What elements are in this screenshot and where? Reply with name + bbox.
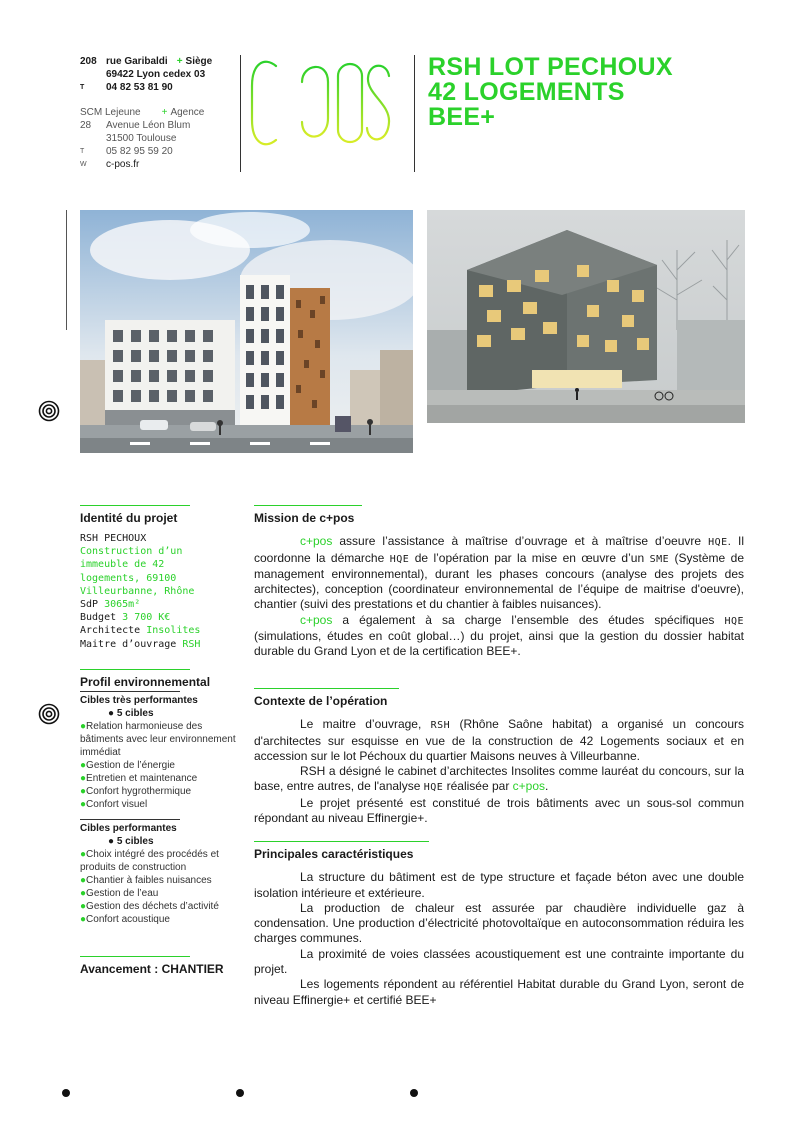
text-run: Le projet présenté est constitué de trois bâtiments avec un sous-sol commun répondant au niveau Effinergie+. (254, 795, 744, 826)
contact-block (80, 55, 240, 171)
text-run: La production de chaleur est assurée par chaudière individuelle gaz à condensation. Une production d’électricité photovoltaïque en autoconsommation réduira les charges communes. (254, 900, 744, 946)
title-line-1: RSH LOT PECHOUX (428, 53, 673, 81)
target-marker-icon (38, 400, 60, 422)
agency-number: 28 (80, 120, 92, 131)
agency-city-line (80, 132, 240, 145)
text-run: . Il coordonne la démarche (254, 534, 744, 565)
hq-phone: 04 82 53 81 90 (106, 82, 173, 93)
text-run: . (545, 779, 549, 794)
very-perf-count: ● 5 cibles (108, 707, 154, 719)
profile-heading: Profil environnemental (80, 674, 211, 689)
hq-street: rue Garibaldi (106, 56, 168, 67)
mission-paragraph-1 (254, 534, 744, 612)
text-run: La structure du bâtiment est de type structure et façade béton avec une double isolation intérieure et extérieure. (254, 870, 744, 900)
acronym: RSH (430, 720, 451, 732)
features-section (254, 841, 744, 1008)
owner-row (80, 638, 240, 651)
agency-city: 31500 Toulouse (106, 133, 177, 144)
agency-street-line (80, 119, 240, 132)
bullet-dot-icon (236, 1089, 244, 1097)
features-paragraph-3 (254, 947, 744, 978)
agency-name-line (80, 106, 240, 119)
hq-plus: + (176, 56, 183, 67)
render-dusk-view (427, 210, 745, 423)
text-run: Le maitre d’ouvrage, (300, 717, 431, 732)
acronym: HQE (423, 782, 444, 794)
text-run: (Système de management environnemental), durant les phases concours (analyse des projets des architectes), conception (coordinateur environnemental de l’équipe de maitrise d'oeuvre), chantier (suivi des prestations et du chantier à faibles nuisances). (254, 550, 745, 612)
render-street-view (80, 210, 413, 453)
bullet-dot-icon (410, 1089, 418, 1097)
agency-web-link[interactable]: c-pos.fr (106, 159, 140, 170)
construction-description: Construction d’un immeuble de 42 logements, 69100 Villeurbanne, Rhône (80, 546, 195, 597)
agency-street: Avenue Léon Blum (106, 120, 191, 131)
list-item: ●Entretien et maintenance (80, 772, 198, 784)
features-paragraph-4 (254, 977, 744, 1008)
bullet-dot-icon (62, 1089, 70, 1097)
hq-phone-line (80, 81, 240, 94)
acronym: HQE (708, 537, 728, 549)
list-item: ●Chantier à faibles nuisances (80, 874, 212, 886)
agency-phone: 05 82 95 59 20 (106, 146, 173, 157)
header-divider-right (414, 55, 415, 172)
hq-city: 69422 Lyon cedex 03 (106, 69, 206, 80)
list-item: ●Gestion de l’eau (80, 887, 159, 899)
list-item: ●Confort acoustique (80, 913, 170, 925)
context-paragraph-1 (254, 717, 744, 764)
text-run: de l’opération par la mise en œuvre d’un (409, 550, 650, 565)
sdp-label: SdP (80, 599, 99, 611)
agency-web-line (80, 158, 240, 171)
agency-plus: + (161, 107, 168, 118)
features-paragraph-2 (254, 901, 744, 947)
progress-status (80, 962, 240, 976)
architect-row (80, 624, 240, 637)
agency-phone-line (80, 145, 240, 158)
architect-label: Architecte (80, 625, 141, 637)
text-run: La proximité de voies classées acoustiquement est une contrainte importante du projet. (254, 946, 744, 977)
features-heading: Principales caractéristiques (254, 847, 414, 861)
very-perf-heading: Cibles très performantes (80, 694, 198, 706)
owner-value: RSH (182, 638, 201, 650)
title-line-2: 42 LOGEMENTS (428, 78, 625, 106)
owner-label: Maitre d’ouvrage (80, 638, 177, 650)
hq-number: 208 (80, 56, 97, 67)
agency-label: Agence (170, 107, 205, 118)
brand-name: c+pos (512, 779, 546, 794)
brand-name: c+pos (300, 534, 333, 549)
sdp-row (80, 598, 240, 611)
budget-row (80, 611, 240, 624)
text-run: Les logements répondent au référentiel Habitat durable du Grand Lyon, seront de niveau Effinergie+ et certifié BEE+ (254, 977, 744, 1007)
target-marker-icon (38, 703, 60, 725)
context-section (254, 688, 744, 826)
progress-label: Avancement : (80, 961, 159, 976)
budget-value: 3 700 K€ (122, 612, 171, 624)
sdp-value: 3065m² (104, 599, 141, 611)
cpos-logo (244, 52, 394, 167)
brand-name: c+pos (300, 612, 333, 627)
progress-value: CHANTIER (161, 961, 224, 976)
agency-phone-key: T (80, 148, 85, 155)
perf-count: ● 5 cibles (108, 835, 154, 847)
text-run: assure l’assistance à maîtrise d’ouvrage et à maîtrise d’oeuvre (332, 534, 709, 549)
architect-value: Insolites (146, 625, 201, 637)
mission-section (254, 505, 744, 660)
text-run: RSH a désigné le cabinet d’architectes Insolites comme lauréat du concours, sur la base, entre autres, de l'analyse (254, 764, 744, 794)
list-item: ●Gestion des déchets d’activité (80, 900, 219, 912)
context-paragraph-2 (254, 764, 744, 796)
text-run: (simulations, études en coût global…) du projet, ainsi que la gestion du dossier habitat durable du Grand Lyon et de la certification BEE+. (254, 629, 744, 659)
hq-label: Siège (185, 56, 213, 67)
identity-block (80, 532, 240, 651)
agency-name: SCM Lejeune (80, 107, 141, 118)
acronym: HQE (724, 615, 744, 627)
client-name: RSH PECHOUX (80, 533, 147, 544)
mission-paragraph-2 (254, 613, 744, 660)
hq-city-line (80, 68, 240, 81)
identity-heading: Identité du projet (80, 511, 178, 525)
left-margin-rule (66, 210, 67, 330)
header-divider-left (240, 55, 241, 172)
text-run: (Rhône Saône habitat) a organisé un concours d'architectes sur esquisse en vue de la construction de 42 Logements sociaux et en accession sur le lot Péchoux du quartier Maisons neuves à Villeurbanne. (254, 717, 744, 763)
budget-label: Budget (80, 612, 117, 624)
project-title (428, 55, 758, 130)
left-column (80, 505, 240, 983)
acronym: HQE (389, 553, 410, 565)
agency-web-key: W (80, 161, 87, 168)
features-paragraph-1 (254, 870, 744, 901)
text-run: réalisée par (443, 779, 513, 794)
context-heading: Contexte de l’opération (254, 694, 388, 708)
list-item: ●Choix intégré des procédés et produits de construction (80, 848, 219, 873)
mission-heading: Mission de c+pos (254, 511, 355, 525)
perf-heading: Cibles performantes (80, 822, 177, 834)
list-item: ●Gestion de l’énergie (80, 759, 175, 771)
list-item: ●Confort visuel (80, 798, 148, 810)
acronym: SME (649, 553, 670, 565)
hq-phone-key: T (80, 84, 85, 91)
text-run: a également à sa charge l’ensemble des études spécifiques (332, 612, 725, 627)
title-line-3: BEE+ (428, 103, 496, 131)
hq-address-line (80, 55, 240, 68)
context-paragraph-3 (254, 796, 744, 827)
list-item: ●Relation harmonieuse des bâtiments avec leur environnement immédiat (80, 720, 236, 758)
list-item: ●Confort hygrothermique (80, 785, 192, 797)
